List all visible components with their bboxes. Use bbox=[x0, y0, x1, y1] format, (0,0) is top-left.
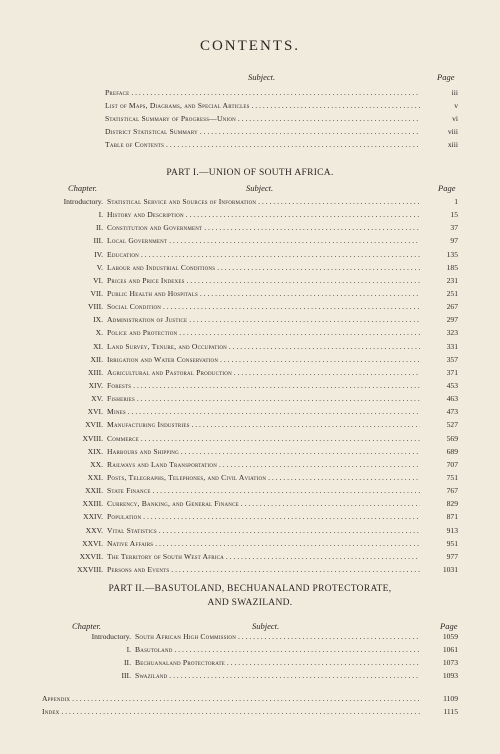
entry-title: Basutoland . . . bbox=[135, 644, 420, 656]
chapter-number: IV. bbox=[94, 249, 103, 259]
back-entry bbox=[42, 706, 458, 718]
entry-title: Swaziland . . . bbox=[135, 670, 420, 682]
entry-title: Currency, Banking, and General Finance . . . bbox=[107, 498, 420, 510]
entry-page: 977 bbox=[446, 551, 458, 561]
entry-page: xiii bbox=[447, 140, 458, 149]
entry-page: 463 bbox=[446, 394, 458, 404]
entry-title: Railways and Land Transportation . . . bbox=[107, 459, 420, 471]
entry-page: 1031 bbox=[442, 564, 458, 574]
entry-page: 871 bbox=[446, 512, 458, 522]
entry-title: Index . . . bbox=[42, 706, 420, 718]
chapter-number: XIX. bbox=[87, 446, 103, 456]
entry-page: 15 bbox=[450, 210, 458, 220]
chapter-number: VII. bbox=[90, 288, 103, 298]
entry-title: History and Description . . . bbox=[107, 209, 420, 221]
entry-page: 569 bbox=[446, 433, 458, 443]
back-entry bbox=[42, 693, 458, 705]
entry-title: Statistical Summary of Progress—Union . . . bbox=[105, 113, 420, 125]
entry-page: 829 bbox=[446, 499, 458, 509]
entry-title: Agricultural and Pastoral Production . . . bbox=[107, 367, 420, 379]
chapter-number: XVII. bbox=[85, 420, 103, 430]
entry-title: The Territory of South West Africa . . . bbox=[107, 551, 420, 563]
chapter-number: XXV. bbox=[85, 525, 103, 535]
entry-title: Prices and Price Indexes . . . bbox=[107, 275, 420, 287]
entry-page: iii bbox=[451, 88, 458, 97]
entry-title: State Finance . . . bbox=[107, 485, 420, 497]
entry-title: Fisheries . . . bbox=[107, 393, 420, 405]
entry-title: Land Survey, Tenure, and Occupation . . . bbox=[107, 341, 420, 353]
entry-title: Irrigation and Water Conservation . . . bbox=[107, 354, 420, 366]
chapter-number: XIV. bbox=[88, 380, 103, 390]
part1-entry bbox=[10, 354, 458, 366]
front-subject-label: Subject. bbox=[248, 72, 276, 82]
chapter-number: XIII. bbox=[88, 367, 103, 377]
entry-page: 371 bbox=[446, 367, 458, 377]
chapter-number: XV. bbox=[91, 394, 103, 404]
entry-title: Posts, Telegraphs, Telephones, and Civil Aviation . . . bbox=[107, 472, 420, 484]
part2-chapter-label: Chapter. bbox=[72, 621, 102, 631]
entry-page: 185 bbox=[446, 262, 458, 272]
part1-entry bbox=[10, 472, 458, 484]
entry-page: 37 bbox=[450, 223, 458, 233]
part2-page-label: Page bbox=[440, 621, 458, 631]
part1-subject-label: Subject. bbox=[246, 183, 274, 193]
entry-title: Mines . . . bbox=[107, 406, 420, 418]
entry-title: Table of Contents . . . bbox=[105, 139, 420, 151]
part1-entry bbox=[10, 511, 458, 523]
part1-entry bbox=[10, 301, 458, 313]
part1-entry bbox=[10, 196, 458, 208]
front-entry bbox=[105, 126, 458, 138]
entry-page: 251 bbox=[446, 288, 458, 298]
part2-entry bbox=[38, 657, 458, 669]
entry-page: 135 bbox=[446, 249, 458, 259]
entry-title: Bechuanaland Protectorate . . . bbox=[135, 657, 420, 669]
entry-page: 689 bbox=[446, 446, 458, 456]
chapter-number: XI. bbox=[93, 341, 103, 351]
part1-entry bbox=[10, 314, 458, 326]
chapter-number: X. bbox=[95, 328, 103, 338]
chapter-number: XII. bbox=[90, 354, 103, 364]
part1-entry bbox=[10, 406, 458, 418]
chapter-number: III. bbox=[93, 236, 103, 246]
entry-title: Public Health and Hospitals . . . bbox=[107, 288, 420, 300]
chapter-number: XXI. bbox=[87, 472, 103, 482]
part1-heading: PART I.—UNION OF SOUTH AFRICA. bbox=[166, 168, 334, 178]
part1-entry bbox=[10, 459, 458, 471]
entry-page: 453 bbox=[446, 380, 458, 390]
entry-page: 527 bbox=[446, 420, 458, 430]
entry-page: 473 bbox=[446, 407, 458, 417]
entry-title: Education . . . bbox=[107, 249, 420, 261]
chapter-number: XVI. bbox=[87, 407, 103, 417]
chapter-number: II. bbox=[96, 223, 103, 233]
front-page-label: Page bbox=[437, 72, 455, 82]
chapter-number: XXVIII. bbox=[77, 564, 103, 574]
entry-title: Statistical Service and Sources of Information . . . bbox=[107, 196, 420, 208]
part1-entry bbox=[10, 419, 458, 431]
entry-title: Harbours and Shipping . . . bbox=[107, 446, 420, 458]
chapter-number: I. bbox=[98, 210, 103, 220]
entry-page: 1093 bbox=[442, 671, 458, 680]
chapter-number: XX. bbox=[90, 459, 103, 469]
chapter-number: XXIV. bbox=[83, 512, 103, 522]
entry-title: Vital Statistics . . . bbox=[107, 525, 420, 537]
part1-entry bbox=[10, 341, 458, 353]
chapter-number: XXIII. bbox=[82, 499, 103, 509]
entry-title: Police and Protection . . . bbox=[107, 327, 420, 339]
part1-entry bbox=[10, 538, 458, 550]
entry-page: 1073 bbox=[442, 658, 458, 667]
entry-page: 951 bbox=[446, 538, 458, 548]
part2-heading-line1: PART II.—BASUTOLAND, BECHUANALAND PROTECTORATE, bbox=[108, 584, 392, 594]
entry-title: Population . . . bbox=[107, 511, 420, 523]
chapter-number: VIII. bbox=[88, 302, 103, 312]
front-entry bbox=[105, 100, 458, 112]
entry-title: South African High Commission . . . bbox=[135, 631, 420, 643]
entry-page: 1059 bbox=[442, 632, 458, 641]
part1-entry bbox=[10, 209, 458, 221]
part1-entry bbox=[10, 485, 458, 497]
part2-entry bbox=[38, 631, 458, 643]
entry-page: 357 bbox=[446, 354, 458, 364]
entry-page: viii bbox=[447, 127, 458, 136]
front-entry bbox=[105, 87, 458, 99]
chapter-number: XVIII. bbox=[82, 433, 103, 443]
entry-page: 767 bbox=[446, 486, 458, 496]
chapter-number: XXII. bbox=[85, 486, 103, 496]
entry-title: Persons and Events . . . bbox=[107, 564, 420, 576]
chapter-number: XXVII. bbox=[79, 551, 103, 561]
part1-entry bbox=[10, 222, 458, 234]
entry-title: Constitution and Government . . . bbox=[107, 222, 420, 234]
chapter-number: I. bbox=[126, 645, 131, 654]
entry-page: 913 bbox=[446, 525, 458, 535]
entry-title: Appendix . . . bbox=[42, 693, 420, 705]
entry-page: 707 bbox=[446, 459, 458, 469]
entry-title: Native Affairs . . . bbox=[107, 538, 420, 550]
entry-page: 267 bbox=[446, 302, 458, 312]
part1-entry bbox=[10, 380, 458, 392]
chapter-number: V. bbox=[96, 262, 103, 272]
part2-subject-label: Subject. bbox=[252, 621, 280, 631]
entry-page: 231 bbox=[446, 275, 458, 285]
chapter-number: XXVI. bbox=[82, 538, 103, 548]
front-entry bbox=[105, 139, 458, 151]
front-entry bbox=[105, 113, 458, 125]
entry-page: 1109 bbox=[443, 694, 458, 703]
chapter-number: Introductory. bbox=[91, 632, 131, 641]
entry-title: Manufacturing Industries . . . bbox=[107, 419, 420, 431]
entry-page: 297 bbox=[446, 315, 458, 325]
part1-entry bbox=[10, 249, 458, 261]
part1-entry bbox=[10, 235, 458, 247]
entry-title: Labour and Industrial Conditions . . . bbox=[107, 262, 420, 274]
entry-title: Administration of Justice . . . bbox=[107, 314, 420, 326]
chapter-number: Introductory. bbox=[63, 197, 103, 206]
entry-page: 323 bbox=[446, 328, 458, 338]
part2-heading-line2: AND SWAZILAND. bbox=[207, 598, 293, 608]
part1-entry bbox=[10, 393, 458, 405]
entry-title: Local Government . . . bbox=[107, 235, 420, 247]
part1-chapter-label: Chapter. bbox=[68, 183, 98, 193]
part1-entry bbox=[10, 446, 458, 458]
chapter-number: VI. bbox=[93, 275, 103, 285]
chapter-number: III. bbox=[121, 671, 131, 680]
part2-entry bbox=[38, 644, 458, 656]
part1-entry bbox=[10, 433, 458, 445]
page-title: CONTENTS. bbox=[199, 38, 301, 54]
part2-entry bbox=[38, 670, 458, 682]
entry-title: List of Maps, Diagrams, and Special Articles . . . bbox=[105, 100, 420, 112]
entry-title: District Statistical Summary . . . bbox=[105, 126, 420, 138]
entry-page: 1115 bbox=[443, 707, 458, 716]
part1-entry bbox=[10, 327, 458, 339]
part1-entry bbox=[10, 262, 458, 274]
part1-page-label: Page bbox=[438, 183, 456, 193]
part1-entry bbox=[10, 551, 458, 563]
entry-page: 97 bbox=[450, 236, 458, 246]
entry-title: Social Condition . . . bbox=[107, 301, 420, 313]
entry-title: Forests . . . bbox=[107, 380, 420, 392]
entry-title: Commerce . . . bbox=[107, 433, 420, 445]
part1-entry bbox=[10, 367, 458, 379]
chapter-number: IX. bbox=[93, 315, 103, 325]
entry-page: 1 bbox=[454, 197, 458, 206]
chapter-number: II. bbox=[124, 658, 131, 667]
part1-entry bbox=[10, 275, 458, 287]
part1-entry bbox=[10, 564, 458, 576]
entry-page: vi bbox=[452, 114, 458, 123]
entry-page: 331 bbox=[446, 341, 458, 351]
entry-page: v bbox=[454, 101, 458, 110]
entry-title: Preface . . . bbox=[105, 87, 420, 99]
part1-entry bbox=[10, 498, 458, 510]
entry-page: 1061 bbox=[442, 645, 458, 654]
part1-entry bbox=[10, 525, 458, 537]
part1-entry bbox=[10, 288, 458, 300]
entry-page: 751 bbox=[446, 472, 458, 482]
